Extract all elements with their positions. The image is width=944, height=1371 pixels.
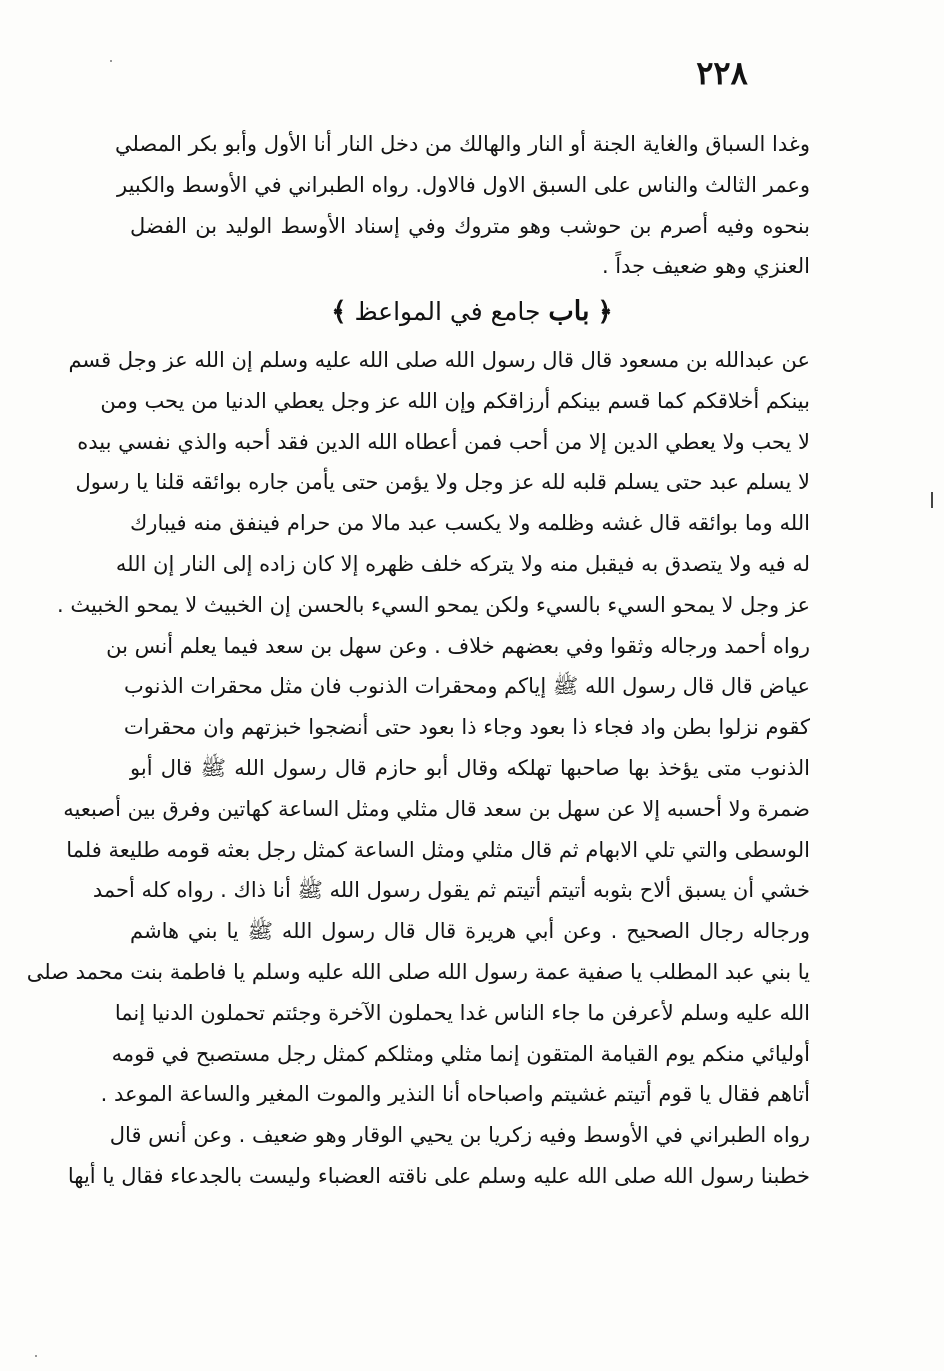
paragraph-1 [114,124,810,287]
text-line: خشي أن يسبق ألاح بثوبه أتيتم أتيتم ثم يقول رسول الله ﷺ أنا ذاك . رواه كله أحمد [92,878,810,903]
text-line: عن عبدالله بن مسعود قال قال رسول الله صلى الله عليه وسلم إن الله عز وجل قسم [68,348,810,372]
text-line: الذنوب متى يؤخذ بها صاحبها تهلكه وقال أبو حازم قال رسول الله ﷺ قال أبو [130,755,810,780]
margin-scan-mark [931,492,933,508]
text-line: أوليائي منكم يوم القيامة المتقون إنما مثلي ومثلكم كمثل رجل مستصبح في قومه [111,1041,810,1066]
text-line: الله عليه وسلم لأعرفن ما جاء الناس غدا يحملون الآخرة وجئتم تحملون الدنيا إنما [114,1000,810,1025]
text-line: رواه الطبراني في الأوسط وفيه زكريا بن يحيي الوقار وهو ضعيف . وعن أنس قال [109,1123,810,1148]
heading-open-bracket: ﴿ [597,297,613,327]
text-line: وعمر الثالث والناس على السبق الاول فالاول. رواه الطبراني في الأوسط والكبير [117,172,810,197]
heading-bab-word: باب [548,296,590,327]
text-line: العنزي وهو ضعيف جداً . [601,254,810,279]
text-line: كقوم نزلوا بطن واد فجاء ذا بعود وجاء ذا بعود حتى أنضجوا خبزتهم وان محقرات [123,715,810,740]
text-line: الوسطى والتي تلي الابهام ثم قال مثلي ومثل الساعة كمثل رجل بعثه قومه طليعة فلما [66,837,810,862]
text-line: له فيه ولا يتصدق به فيقبل منه ولا يتركه خلف ظهره إلا كان زاده إلى النار إن الله [115,551,810,576]
text-line: لا يحب ولا يعطي الدين إلا من أحب فمن أعطاه الله الدين فقد أحبه والذي نفسي بيده [77,429,810,454]
heading-title: جامع في المواعظ [354,297,541,326]
text-line: عز وجل لا يمحو السيء بالسيء ولكن يمحو السيء بالحسن إن الخبيث لا يمحو الخبيث . [57,592,810,617]
text-line: بنحوه وفيه أصرم بن حوشب وهو متروك وفي إسناد الأوسط الوليد بن الفضل [130,213,810,238]
text-line: يا بني عبد المطلب يا صفية عمة رسول الله صلى الله عليه وسلم يا فاطمة بنت محمد صلى [26,959,810,984]
heading-close-bracket: ﴾ [331,297,347,327]
text-line: ضمرة ولا أحسبه إلا عن سهل بن سعد قال مثلي ومثل الساعة كهاتين وفرق بين أصبعيه [63,796,810,821]
text-line: عياض قال قال رسول الله ﷺ إياكم ومحقرات الذنوب فان مثل محقرات الذنوب [123,674,810,699]
text-line: لا يسلم عبد حتى يسلم قلبه لله عز وجل ولا يؤمن حتى يأمن جاره بوائقه قلنا يا رسول [75,470,810,495]
text-line: بينكم أخلاقكم كما قسم بينكم أرزاقكم وإن الله عز وجل يعطي الدنيا من يحب ومن [100,388,810,413]
text-line: خطبنا رسول الله صلى الله عليه وسلم على ناقته العضباء وليست بالجدعاء فقال يا أيها [67,1163,810,1188]
text-line: وغدا السباق والغاية الجنة أو النار والهالك من دخل النار أنا الأول وأبو بكر المصلي [114,132,810,156]
chapter-heading [280,290,664,334]
paragraph-2 [26,340,810,1197]
text-line: الله وما بوائقه قال غشه وظلمه ولا يكسب عبد مالا من حرام فينفق منه فيبارك [130,511,810,536]
scan-speck [110,60,112,62]
text-line: رواه أحمد ورجاله وثقوا وفي بعضهم خلاف . وعن سهل بن سعد فيما يعلم أنس بن [106,633,810,658]
scan-speck [35,1355,37,1357]
page-number: ٢٢٨ [696,54,748,92]
text-line: ورجاله رجال الصحيح . وعن أبي هريرة قال قال رسول الله ﷺ يا بني هاشم [130,919,810,944]
text-line: أتاهم فقال يا قوم أتيتم غشيتم واصباحاه أنا النذير والموت المغير والساعة الموعد . [100,1082,810,1107]
